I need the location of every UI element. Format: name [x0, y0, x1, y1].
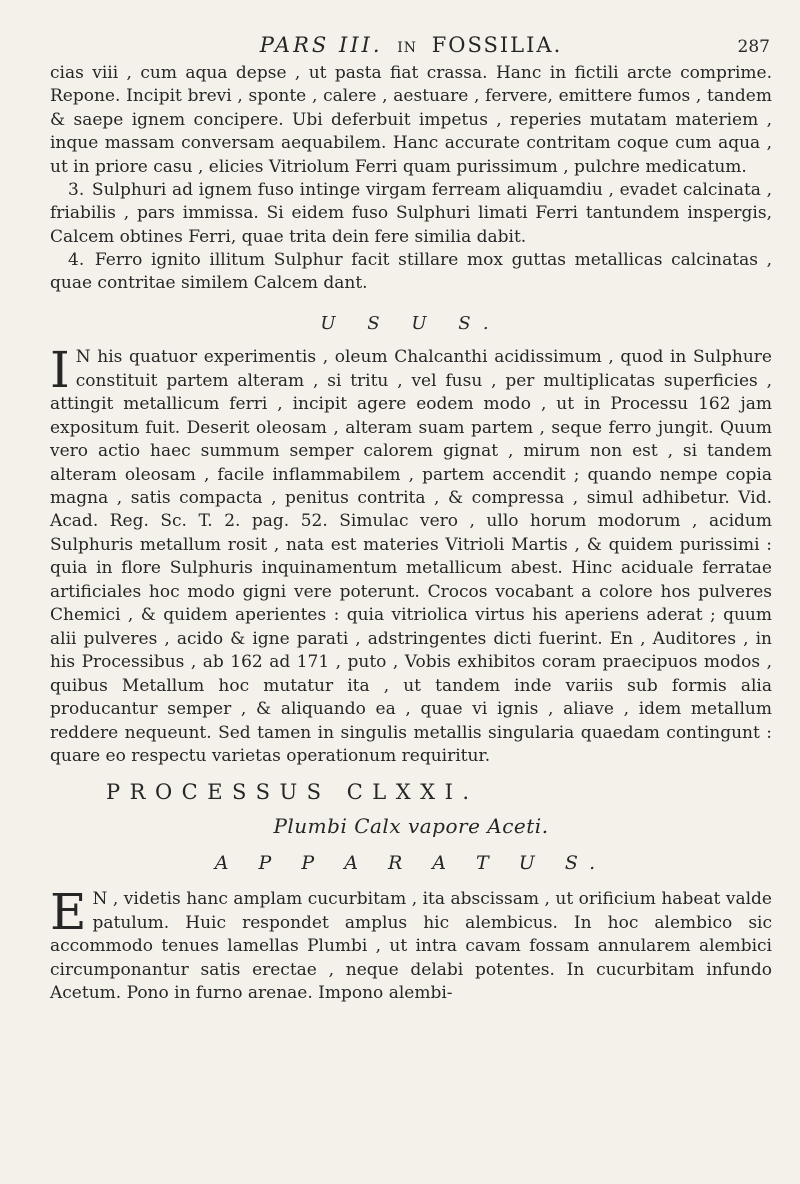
apparatus-text: N , videtis hanc amplam cucurbitam , ita abscissam , ut orificium habeat valde patulum. Huic respondet amplus hic alembicus. In hoc alembico sic accommodo tenues lamellas Plumbi , ut intra cavam fossam annularem alembici circumponantur satis erectae , neque delabi potentes. In cucurbitam infundo Acetum. Pono in furno arenae. Impono alembi-: [50, 889, 772, 1004]
top-paragraph: cias viii , cum aqua depse , ut pasta fiat crassa. Hanc in fictili arcte comprime. Repone. Incipit brevi , sponte , calere , aestuare , fervere, emittere fumos , tandem & saepe ignem concipere. Ubi deferbuit impetus , reperies mutatam materiem , inque massam conversam aequabilem. Hanc accurate contritam coque cum aqua , ut in priore casu , elicies Vitriolum Ferri quam purissimum , pulchre medicatum.: [50, 63, 772, 177]
page-number: 287: [737, 37, 770, 57]
item-number: 3.: [68, 180, 85, 201]
numbered-item: [50, 249, 772, 295]
item-text: Ferro ignito illitum Sulphur facit stillare mox guttas metallicas calcinatas , quae contritae similem Calcem dant.: [50, 249, 772, 294]
apparatus-title: A P P A R A T U S.: [214, 852, 608, 875]
numbered-item: [50, 179, 772, 249]
running-head-part: PARS III.: [259, 33, 383, 57]
process-heading: PROCESSUS CLXXI.: [106, 780, 479, 805]
drop-cap: I: [50, 341, 70, 400]
item-text: Sulphuri ad ignem fuso intinge virgam ferream aliquamdiu , evadet calcinata , friabilis , pars immissa. Si eidem fuso Sulphuri limati Ferri tantundem inspergis, Calcem obtines Ferri, quae trita dein fere similia dabit.: [50, 180, 773, 247]
apparatus-paragraph: [50, 883, 772, 1005]
drop-cap: E: [50, 883, 87, 942]
process-subtitle: Plumbi Calx vapore Aceti.: [273, 814, 549, 839]
running-head-section: FOSSILIA.: [431, 33, 563, 57]
running-head: [50, 28, 772, 62]
usus-title: U S U S.: [320, 313, 502, 335]
usus-paragraph: [50, 341, 772, 768]
running-head-in: IN: [397, 40, 417, 56]
item-number: 4.: [68, 249, 85, 270]
usus-text: N his quatuor experimentis , oleum Chalcanthi acidissimum , quod in Sulphure constituit partem alteram , si tritu , vel fusu , per multiplicatas superficies , attingit metallicum ferri , incipit agere eodem modo , ut in Processu 162 jam expositum fuit. Deserit oleosam , alteram suam partem , seque ferro jungit. Quum vero actio haec summum semper calorem gignat , mirum non est , si tandem alteram oleosam , facile inflammabilem , partem accendit ; quando nempe copia magna , satis compacta , penitus contrita , & compressa , simul adhibetur. Vid. Acad. Reg. Sc. T. 2. pag. 52. Simulac vero , ullo horum modorum , acidum Sulphuris metallum rosit , nata est materies Vitrioli Martis , & quidem purissimi : quia in flore Sulphuris inquinamentum metallicum abest. Hinc aciduale ferratae artificiales hoc modo gigni vere poterunt. Crocos vocabant a colore hos pulveres Chemici , & quidem aperientes : quia vitriolica virtus his aperiens aderat ; quum alii pulveres , acido & igne parati , adstringentes dicti fuerint. En , Auditores , in his Processibus , ab 162 ad 171 , puto , Vobis exhibitos coram praecipuos modos , quibus Metallum hoc mutatur ita , ut tandem inde variis sub formis alia producantur semper , & aliquando ea , quae vi ignis , aliave , idem metallum reddere nequeunt. Sed tamen in singulis metallis singularia quaedam contingunt : quare eo respectu varietas operationum requiritur.: [50, 347, 772, 766]
